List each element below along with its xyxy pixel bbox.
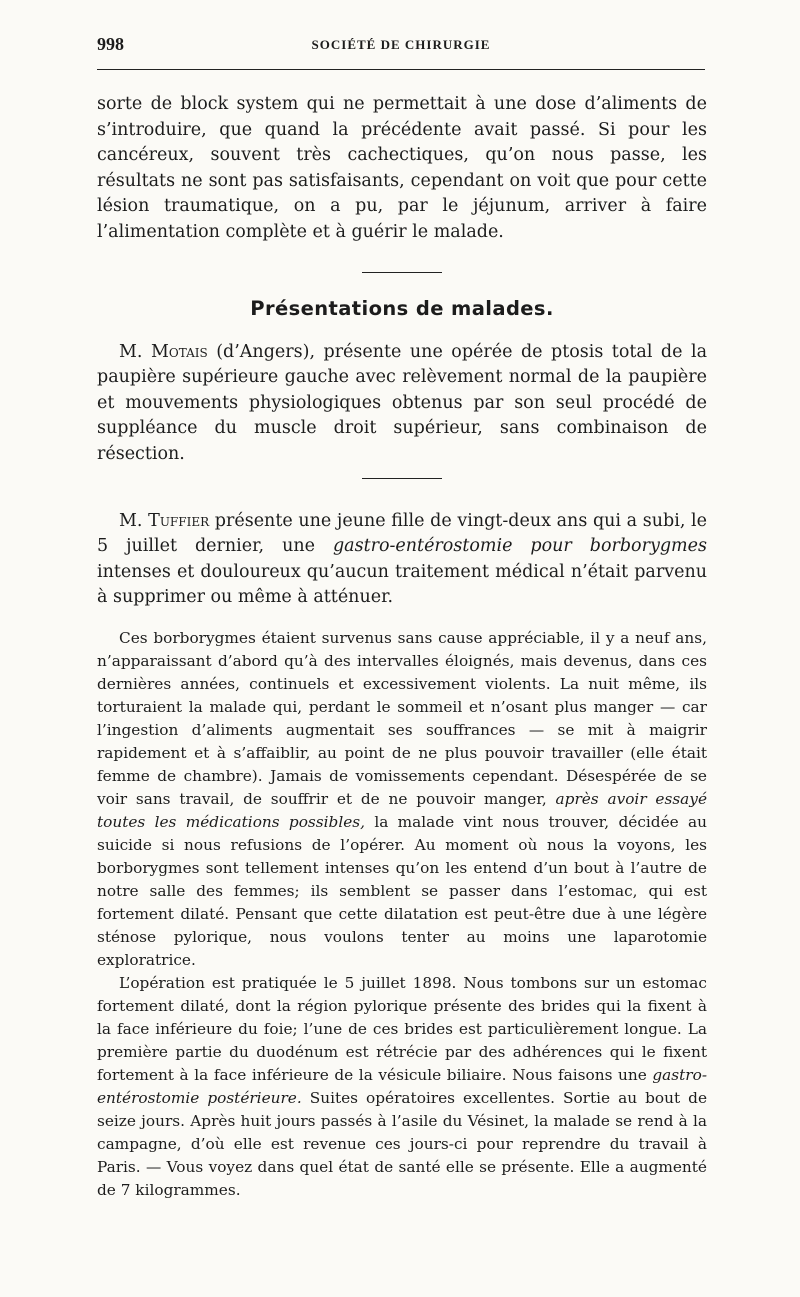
case-p2-text-b: Suites opératoires excellentes. Sortie au bout de seize jours. Après huit jours passés à l’asile du Vésinet, la malade se rend à la campagne, d’où elle est revenue ces jours-ci pour reprendre du travail à Paris. — Vous voyez dans quel état de santé elle se présente. Elle a augmenté de 7 kilogrammes. xyxy=(97,1088,707,1199)
page-body xyxy=(97,92,707,1202)
motais-paragraph xyxy=(97,340,707,468)
case-paragraph-1 xyxy=(97,627,707,972)
section-heading: Présentations de malades. xyxy=(250,296,554,320)
tuffier-text-1: présente une jeune fille de vingt-deux ans qui a subi, le 5 juillet dernier, une xyxy=(97,510,707,557)
case-p1-text-a: Ces borborygmes étaient survenus sans cause appréciable, il y a neuf ans, n’apparaissant d’abord qu’à des intervalles éloignés, mais devenus, dans ces dernières années, continuels et excessivement violents. La nuit même, ils torturaient la malade qui, perdant le sommeil et n’osant plus manger — car l’ingestion d’aliments augmentait ses souffrances — se mit à maigrir rapidement et à s’affaiblir, au point de ne plus pouvoir travailler (elle était femme de chambre). Jamais de vomissements cependant. Désespérée de se voir sans travail, de souffrir et de ne pouvoir manger, xyxy=(97,628,707,808)
case-p2-text-a: L’opération est pratiquée le 5 juillet 1898. Nous tombons sur un estomac fortement dilaté, dont la région pylorique présente des brides qui la fixent à la face inférieure du foie; l’une de ces brides est particulièrement longue. La première partie du duodénum est rétrécie par des adhérences qui le fixent fortement à la face inférieure de la vésicule biliaire. Nous faisons une xyxy=(97,973,707,1084)
case-p1-text-b: la malade vint nous trouver, décidée au suicide si nous refusions de l’opérer. Au moment où nous la voyons, les borborygmes sont tellement intenses qu’on les entend d’un bout à l’autre de notre salle des femmes; ils semblent se passer dans l’estomac, qui est fortement dilaté. Pensant que cette dilatation est peut-être due à une légère sténose pylorique, nous voulons tenter au moins une laparotomie exploratrice. xyxy=(97,812,707,969)
tuffier-paragraph xyxy=(97,509,707,611)
motais-text: (d’Angers), présente une opérée de ptosis total de la paupière supérieure gauche avec relèvement normal de la paupière et mouvements physiologiques obtenus par son seul procédé de suppléance du muscle droit supérieur, sans combinaison de résection. xyxy=(97,341,708,464)
tuffier-italic: gastro-entérostomie pour borborygmes xyxy=(332,536,707,557)
case-p1-italic: après avoir essayé toutes les médications possibles, xyxy=(97,789,707,831)
author-name-tuffier: Tuffier xyxy=(148,510,210,531)
case-paragraph-2 xyxy=(97,972,707,1202)
section-separator xyxy=(362,478,442,479)
paragraph-continuation: sorte de block system qui ne permettait à une dose d’aliments de s’introduire, que quand la précédente avait passé. Si pour les cancéreux, souvent très cachectiques, qu’on nous passe, les résultats ne sont pas satisfaisants, cependant on voit que pour cette lésion traumatique, on a pu, par le jéjunum, arriver à faire l’alimentation complète et à guérir le malade. xyxy=(97,94,707,242)
header-rule xyxy=(97,69,705,70)
case-p2-italic: gastro-entérostomie postérieure. xyxy=(97,1065,707,1107)
tuffier-text-2: intenses et douloureux qu’aucun traitement médical n’était parvenu à supprimer ou même à atténuer. xyxy=(97,561,707,608)
tuffier-prefix: M. xyxy=(119,510,149,531)
section-separator xyxy=(362,272,442,273)
page-number: 998 xyxy=(97,34,124,54)
author-name-motais: Motais xyxy=(150,341,208,362)
motais-prefix: M. xyxy=(119,341,151,362)
running-title: SOCIÉTÉ DE CHIRURGIE xyxy=(311,37,491,52)
